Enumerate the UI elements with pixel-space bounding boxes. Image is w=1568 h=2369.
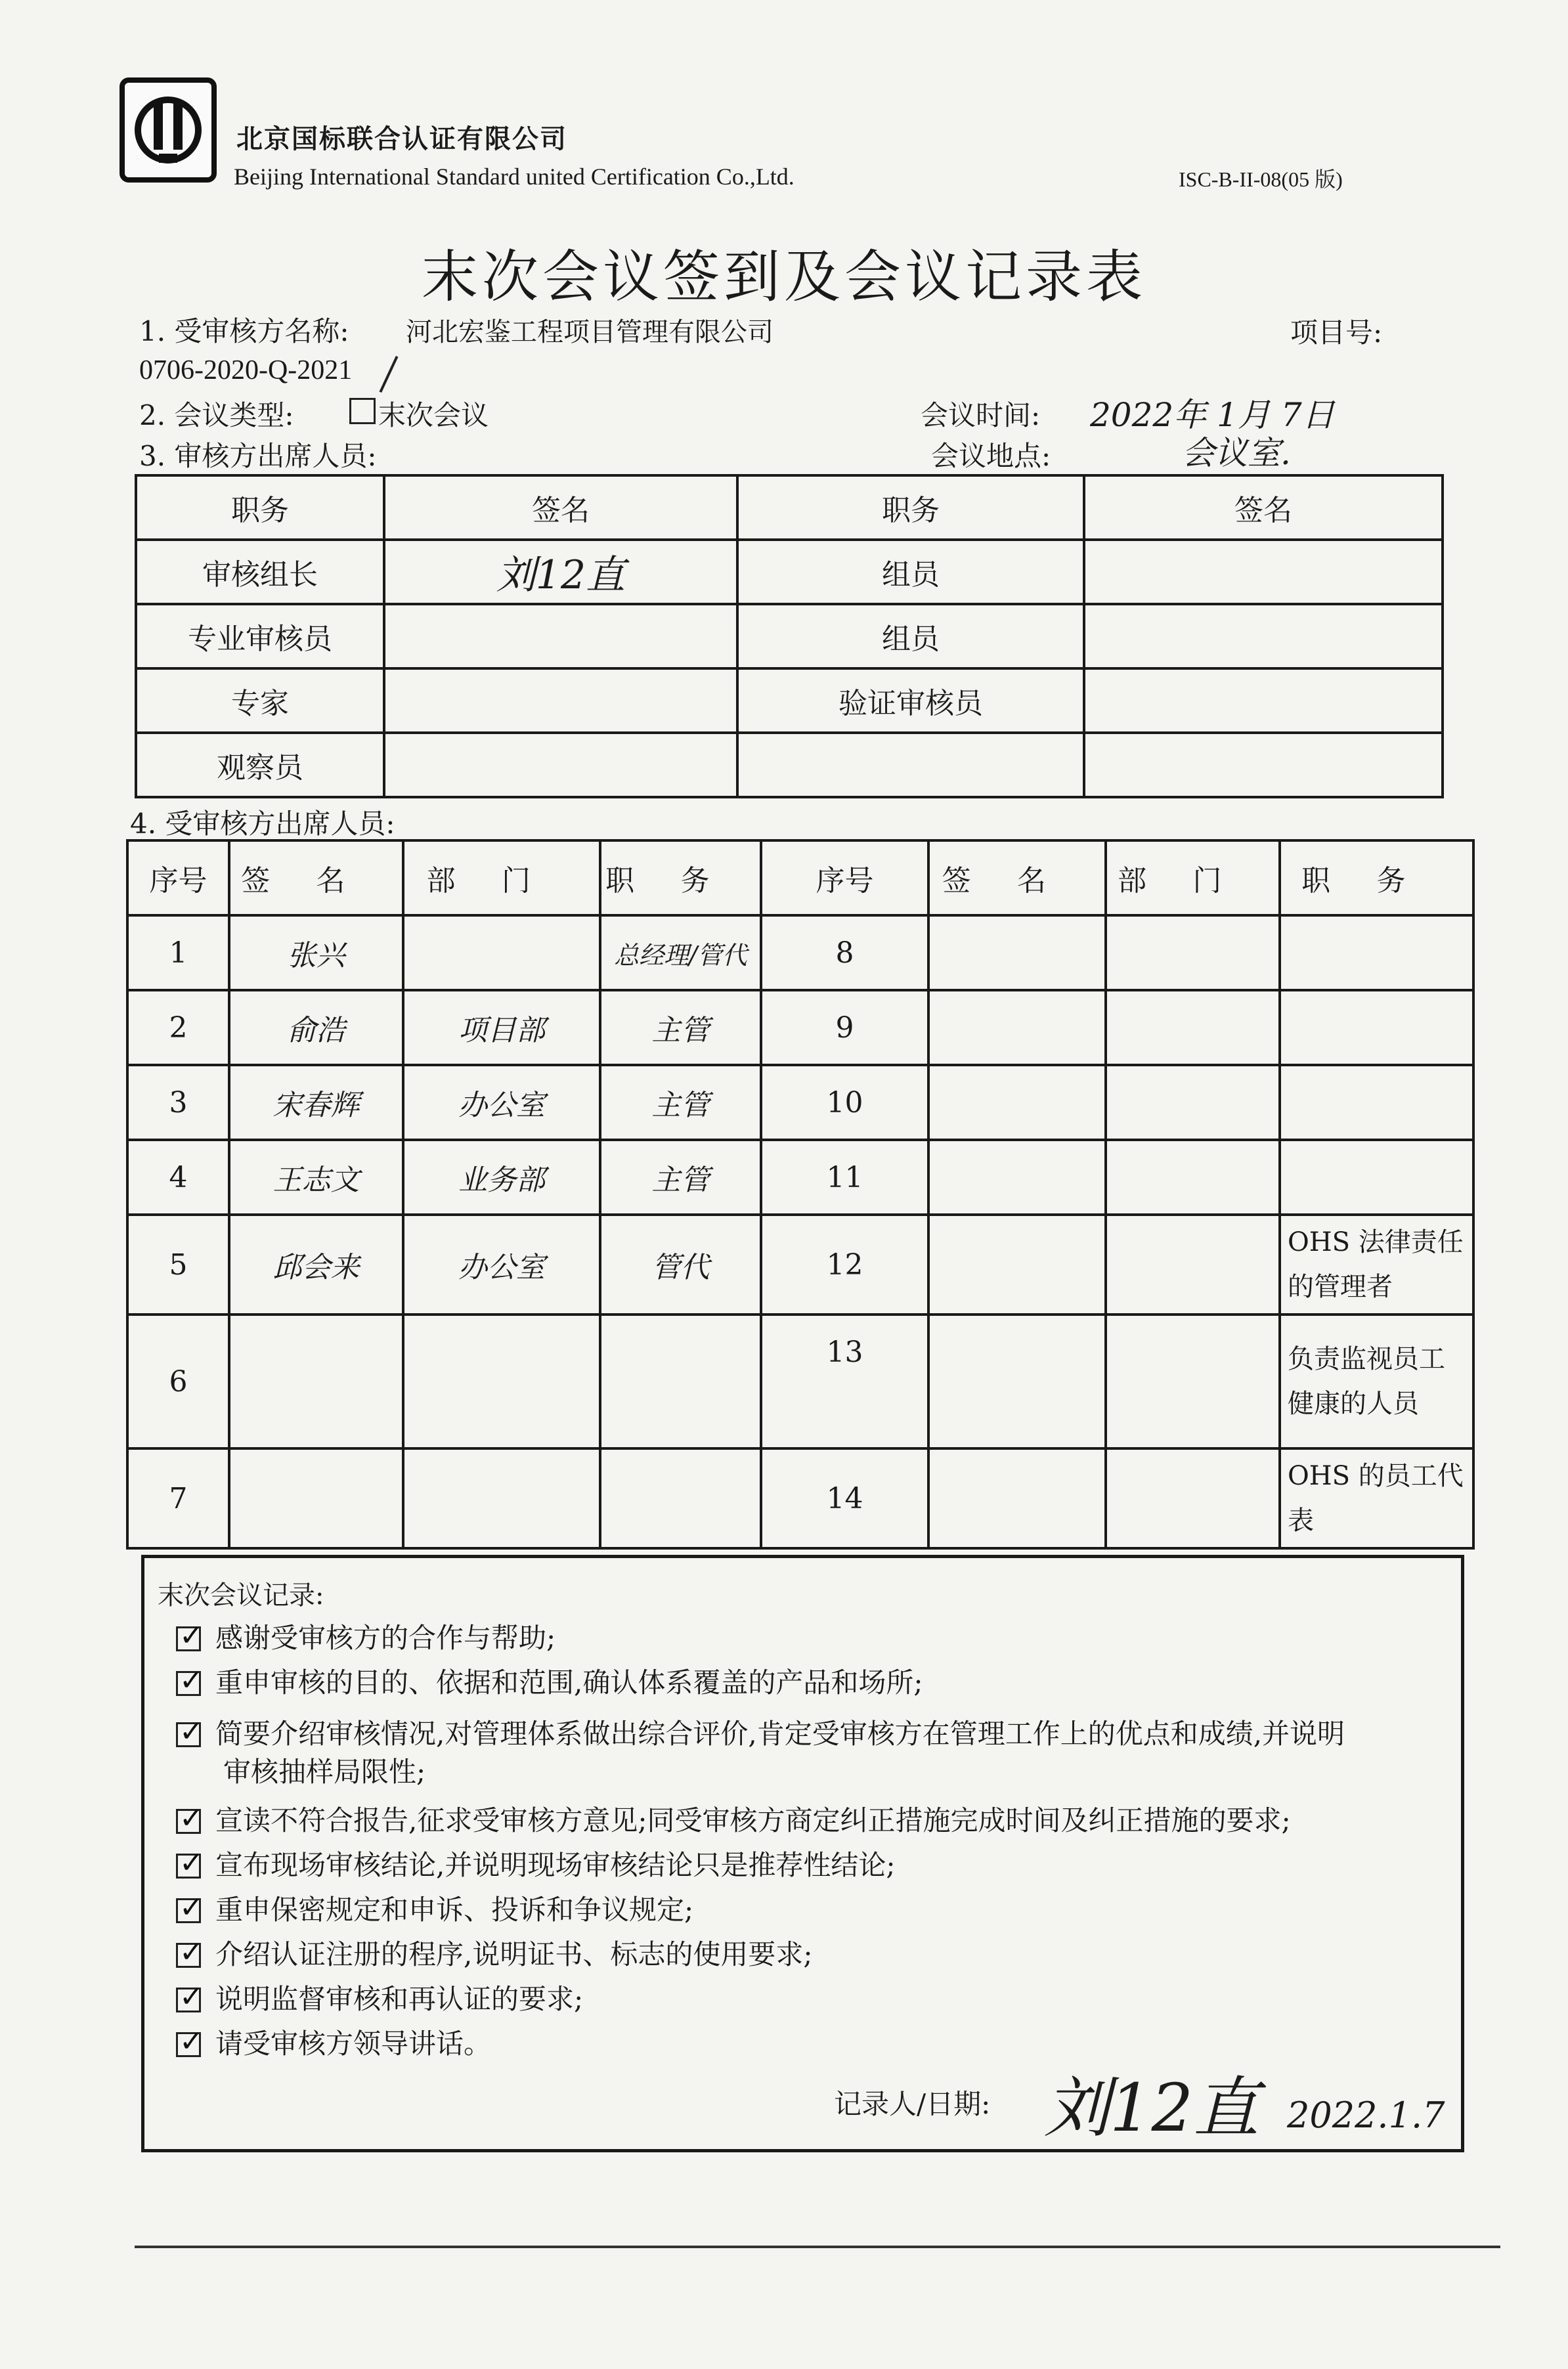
signature-cell xyxy=(384,604,737,668)
project-no-label: 项目号: xyxy=(1290,316,1383,349)
position-cell: 主管 xyxy=(600,1140,761,1215)
position-cell: 管代 xyxy=(600,1215,761,1315)
signature-cell: 刘12直 xyxy=(384,540,737,604)
table-header-row xyxy=(136,475,1443,540)
seq-cell: 11 xyxy=(761,1140,928,1215)
checkbox-checked-icon xyxy=(176,1988,201,2012)
department-cell xyxy=(1106,1140,1280,1215)
auditor-attendees-label: 3. 审核方出席人员: xyxy=(139,440,377,472)
header-cell: 签名 xyxy=(928,840,1106,915)
signature-cell xyxy=(928,1448,1106,1548)
meeting-type-checkbox xyxy=(349,398,376,424)
meeting-time-value: 2022年 1月 7日 xyxy=(1090,396,1335,434)
minutes-item-text: 宣读不符合报告,征求受审核方意见;同受审核方商定纠正措施完成时间及纠正措施的要求; xyxy=(215,1804,1291,1837)
header-cell: 签名 xyxy=(384,475,737,540)
role-cell xyxy=(737,733,1084,797)
position-cell xyxy=(1280,915,1473,990)
auditee-attendance-table xyxy=(126,839,1475,1550)
signature-cell xyxy=(928,990,1106,1065)
header-cell: 职务 xyxy=(136,475,384,540)
meeting-place-value: 会议室. xyxy=(1182,434,1291,472)
handwritten-slash xyxy=(380,356,399,393)
table-header-row xyxy=(127,840,1473,915)
header-cell: 职务 xyxy=(600,840,761,915)
seq-cell: 5 xyxy=(127,1215,229,1315)
signature-cell: 俞浩 xyxy=(229,990,403,1065)
checkbox-checked-icon xyxy=(176,1898,201,1923)
seq-cell: 6 xyxy=(127,1315,229,1448)
table-row xyxy=(127,990,1473,1065)
department-cell xyxy=(1106,1448,1280,1548)
recorder-signature: 刘12直 xyxy=(1044,2070,1259,2146)
minutes-item-text: 重申保密规定和申诉、投诉和争议规定; xyxy=(215,1894,694,1926)
seq-cell: 10 xyxy=(761,1065,928,1140)
header-cell: 签名 xyxy=(229,840,403,915)
minutes-item-text: 重申审核的目的、依据和范围,确认体系覆盖的产品和场所; xyxy=(215,1666,923,1699)
minutes-title: 末次会议记录: xyxy=(158,1580,324,1611)
department-cell xyxy=(403,1315,600,1448)
header-cell: 职务 xyxy=(737,475,1084,540)
seq-cell: 9 xyxy=(761,990,928,1065)
seq-cell: 3 xyxy=(127,1065,229,1140)
header-cell: 序号 xyxy=(761,840,928,915)
table-row xyxy=(127,1448,1473,1548)
checkbox-checked-icon xyxy=(176,1626,201,1651)
minutes-item xyxy=(176,1978,583,2017)
signature-cell xyxy=(1084,604,1443,668)
signature-cell: 王志文 xyxy=(229,1140,403,1215)
seq-cell: 2 xyxy=(127,990,229,1065)
position-cell: 负责监视员工健康的人员 xyxy=(1280,1315,1473,1448)
project-no-value: 0706-2020-Q-2021 xyxy=(139,355,353,385)
minutes-item-text: 感谢受审核方的合作与帮助; xyxy=(215,1622,556,1654)
position-cell xyxy=(600,1315,761,1448)
position-cell: 总经理/管代 xyxy=(600,915,761,990)
minutes-item xyxy=(176,1799,1291,1838)
auditee-attendees-label: 4. 受审核方出席人员: xyxy=(130,808,395,840)
minutes-item xyxy=(176,1844,896,1883)
signature-cell xyxy=(1084,668,1443,733)
table-row xyxy=(136,604,1443,668)
signature-cell xyxy=(928,1215,1106,1315)
table-row xyxy=(127,915,1473,990)
header-cell: 序号 xyxy=(127,840,229,915)
minutes-item-text: 简要介绍审核情况,对管理体系做出综合评价,肯定受审核方在管理工作上的优点和成绩,并说明 xyxy=(215,1718,1345,1750)
seq-cell: 12 xyxy=(761,1215,928,1315)
position-cell xyxy=(600,1448,761,1548)
recorder-date: 2022.1.7 xyxy=(1287,2095,1445,2136)
footer-divider xyxy=(135,2246,1500,2248)
seq-cell: 13 xyxy=(761,1315,928,1448)
signature-cell xyxy=(229,1315,403,1448)
position-cell: OHS 法律责任的管理者 xyxy=(1280,1215,1473,1315)
checkbox-checked-icon xyxy=(176,1809,201,1834)
checkbox-checked-icon xyxy=(176,1943,201,1968)
role-cell: 验证审核员 xyxy=(737,668,1084,733)
department-cell xyxy=(1106,1215,1280,1315)
department-cell xyxy=(403,915,600,990)
department-cell xyxy=(1106,1315,1280,1448)
minutes-item xyxy=(176,1661,923,1701)
recorder-label: 记录人/日期: xyxy=(834,2088,991,2120)
table-row xyxy=(127,1140,1473,1215)
department-cell xyxy=(1106,1065,1280,1140)
auditee-name: 河北宏鉴工程项目管理有限公司 xyxy=(406,317,773,347)
checkbox-checked-icon xyxy=(176,1722,201,1747)
checkbox-checked-icon xyxy=(176,2032,201,2057)
signature-cell xyxy=(1084,540,1443,604)
role-cell: 组员 xyxy=(737,540,1084,604)
role-cell: 专业审核员 xyxy=(136,604,384,668)
minutes-item xyxy=(176,2022,491,2062)
minutes-item-text: 宣布现场审核结论,并说明现场审核结论只是推荐性结论; xyxy=(215,1849,896,1881)
table-row xyxy=(127,1065,1473,1140)
minutes-item xyxy=(176,1888,693,1928)
position-cell: 主管 xyxy=(600,990,761,1065)
department-cell xyxy=(1106,990,1280,1065)
department-cell xyxy=(1106,915,1280,990)
position-cell xyxy=(1280,1140,1473,1215)
minutes-item-text: 请受审核方领导讲话。 xyxy=(215,2028,492,2060)
checkbox-checked-icon xyxy=(176,1854,201,1879)
table-row xyxy=(127,1315,1473,1448)
signature-cell xyxy=(928,1140,1106,1215)
company-name-cn: 北京国标联合认证有限公司 xyxy=(236,123,567,154)
meeting-type-value: 末次会议 xyxy=(378,399,489,431)
signature-cell xyxy=(928,1065,1106,1140)
role-cell: 观察员 xyxy=(136,733,384,797)
department-cell: 办公室 xyxy=(403,1215,600,1315)
header-cell: 部门 xyxy=(403,840,600,915)
table-row xyxy=(136,540,1443,604)
auditor-attendance-table xyxy=(135,474,1444,798)
role-cell: 组员 xyxy=(737,604,1084,668)
department-cell: 项目部 xyxy=(403,990,600,1065)
minutes-item xyxy=(176,1617,555,1656)
minutes-item-continued: 审核抽样局限性; xyxy=(223,1756,426,1788)
table-row xyxy=(136,668,1443,733)
seq-cell: 14 xyxy=(761,1448,928,1548)
signature-cell: 张兴 xyxy=(229,915,403,990)
department-cell: 办公室 xyxy=(403,1065,600,1140)
signature-cell xyxy=(384,733,737,797)
checkbox-checked-icon xyxy=(176,1671,201,1696)
signature-cell: 邱会来 xyxy=(229,1215,403,1315)
minutes-item-text: 说明监督审核和再认证的要求; xyxy=(215,1983,584,2015)
table-row xyxy=(127,1215,1473,1315)
signature-cell xyxy=(1084,733,1443,797)
position-cell xyxy=(1280,990,1473,1065)
signature-cell: 宋春辉 xyxy=(229,1065,403,1140)
minutes-item xyxy=(176,1933,813,1972)
signature-cell xyxy=(928,915,1106,990)
form-number: ISC-B-II-08(05 版) xyxy=(1179,167,1343,191)
department-cell xyxy=(403,1448,600,1548)
auditee-label: 1. 受审核方名称: xyxy=(139,315,349,347)
position-cell: 主管 xyxy=(600,1065,761,1140)
seq-cell: 4 xyxy=(127,1140,229,1215)
signature-cell xyxy=(229,1448,403,1548)
company-logo xyxy=(120,77,217,183)
minutes-item xyxy=(176,1712,1345,1752)
seq-cell: 7 xyxy=(127,1448,229,1548)
position-cell: OHS 的员工代表 xyxy=(1280,1448,1473,1548)
signature-cell xyxy=(384,668,737,733)
minutes-item-text: 介绍认证注册的程序,说明证书、标志的使用要求; xyxy=(215,1938,813,1970)
isc-logo-icon xyxy=(125,83,211,177)
position-cell xyxy=(1280,1065,1473,1140)
seq-cell: 8 xyxy=(761,915,928,990)
company-name-en: Beijing International Standard united Certification Co.,Ltd. xyxy=(234,163,795,190)
signature-cell xyxy=(928,1315,1106,1448)
seq-cell: 1 xyxy=(127,915,229,990)
role-cell: 专家 xyxy=(136,668,384,733)
meeting-time-label: 会议时间: xyxy=(921,399,1041,431)
meeting-place-label: 会议地点: xyxy=(931,440,1051,472)
table-row xyxy=(136,733,1443,797)
role-cell: 审核组长 xyxy=(136,540,384,604)
department-cell: 业务部 xyxy=(403,1140,600,1215)
header-cell: 部门 xyxy=(1106,840,1280,915)
meeting-type-label: 2. 会议类型: xyxy=(139,399,294,431)
header-cell: 职务 xyxy=(1280,840,1473,915)
header-cell: 签名 xyxy=(1084,475,1443,540)
page-title: 末次会议签到及会议记录表 xyxy=(422,244,1146,310)
